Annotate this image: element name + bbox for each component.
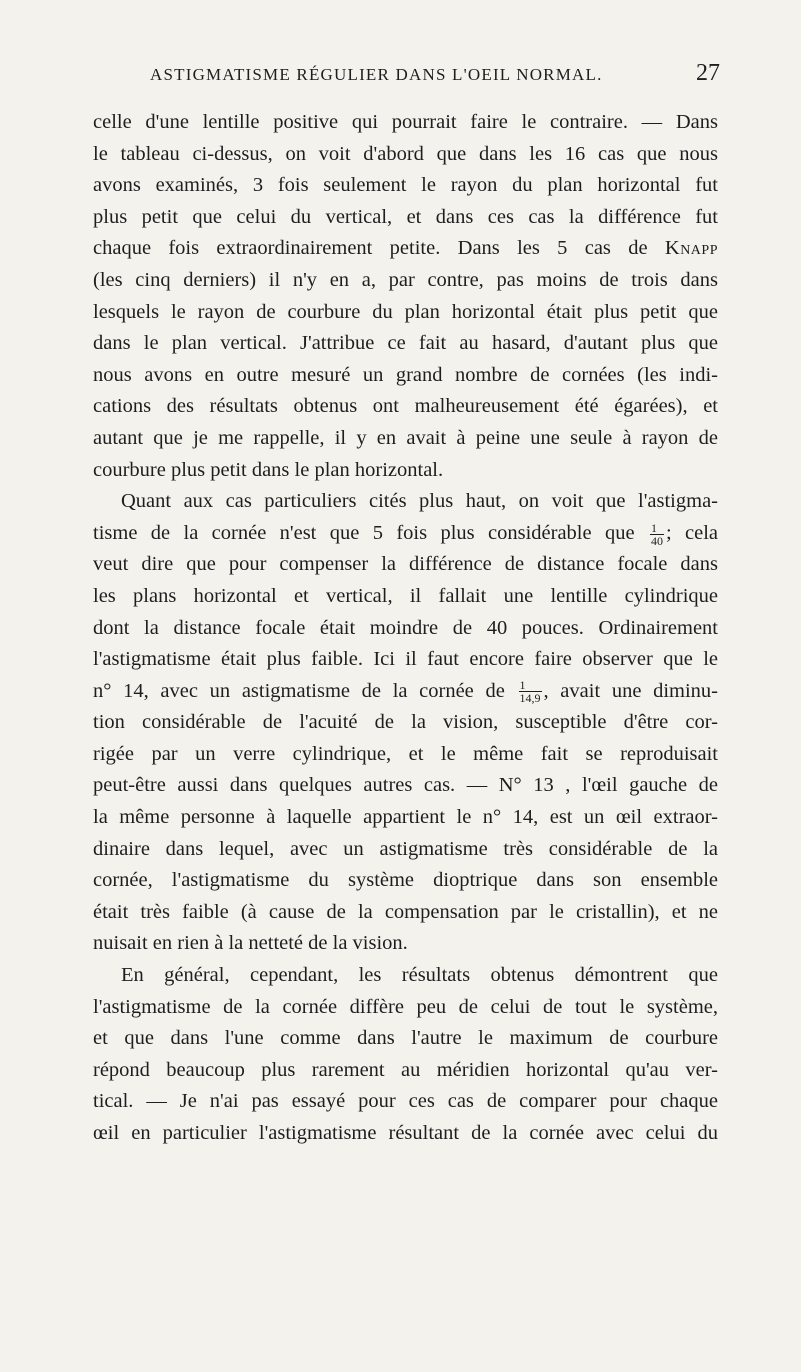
text-line: autant que je me rappelle, il y en avait à peine une seule à rayon de bbox=[93, 426, 718, 449]
text-line: plus petit que celui du vertical, et dans ces cas la différence fut bbox=[93, 205, 718, 228]
text-line: la même personne à laquelle appartient le n° 14, est un œil extraor- bbox=[93, 806, 718, 829]
text-line: lesquels le rayon de courbure du plan horizontal était plus petit que bbox=[93, 300, 718, 323]
text-line: celle d'une lentille positive qui pourrait faire le contraire. — Dans bbox=[93, 111, 718, 133]
text-line: courbure plus petit dans le plan horizontal. bbox=[93, 458, 444, 481]
page-number: 27 bbox=[696, 60, 720, 86]
text-line: le tableau ci-dessus, on voit d'abord que dans les 16 cas que nous bbox=[93, 142, 718, 165]
text-line: répond beaucoup plus rarement au méridien horizontal qu'au ver- bbox=[93, 1058, 718, 1081]
fraction-denominator: 14,9 bbox=[519, 691, 541, 706]
text-line: dont la distance focale était moindre de 40 pouces. Ordinairement bbox=[93, 616, 718, 639]
fraction bbox=[519, 679, 542, 704]
text-line: les plans horizontal et vertical, il fallait une lentille cylindrique bbox=[93, 584, 718, 607]
text-line: et que dans l'une comme dans l'autre le maximum de courbure bbox=[93, 1027, 718, 1050]
page-header bbox=[150, 60, 720, 87]
text-line: était très faible (à cause de la compensation par le cristallin), et ne bbox=[93, 900, 718, 923]
text-line bbox=[93, 233, 718, 265]
text-line bbox=[93, 518, 718, 550]
text-line: cornée, l'astigmatisme du système dioptrique dans son ensemble bbox=[93, 869, 718, 892]
text-segment: tisme de la cornée n'est que 5 fois plus considérable que bbox=[93, 521, 635, 544]
text-line: l'astigmatisme était plus faible. Ici il faut encore faire observer que le bbox=[93, 648, 718, 671]
text-line: cations des résultats obtenus ont malheureusement été égarées), et bbox=[93, 395, 718, 418]
text-line: En général, cependant, les résultats obtenus démontrent que bbox=[121, 964, 718, 987]
text-line: l'astigmatisme de la cornée diffère peu de celui de tout le système, bbox=[93, 995, 718, 1018]
text-line: (les cinq derniers) il n'y en a, par contre, pas moins de trois dans bbox=[93, 268, 718, 291]
text-line: nuisait en rien à la netteté de la vision. bbox=[93, 932, 408, 955]
text-line: peut-être aussi dans quelques autres cas. — N° 13 , l'œil gauche de bbox=[93, 774, 718, 797]
text-line: veut dire que pour compenser la différence de distance focale dans bbox=[93, 553, 718, 576]
running-head: ASTIGMATISME RÉGULIER DANS L'OEIL NORMAL. bbox=[150, 65, 603, 84]
fraction-denominator: 40 bbox=[650, 533, 663, 548]
text-line: rigée par un verre cylindrique, et le même fait se reproduisait bbox=[93, 742, 718, 765]
text-line: nous avons en outre mesuré un grand nombre de cornées (les indi- bbox=[93, 363, 718, 386]
fraction bbox=[650, 522, 664, 547]
text-line: dans le plan vertical. J'attribue ce fait au hasard, d'autant plus que bbox=[93, 332, 718, 355]
text-line: tion considérable de l'acuité de la vision, susceptible d'être cor- bbox=[93, 711, 718, 734]
fraction-numerator: 1 bbox=[650, 522, 664, 535]
text-line: Quant aux cas particuliers cités plus haut, on voit que l'astigma- bbox=[121, 490, 718, 513]
text-segment: , avait une diminu- bbox=[543, 679, 718, 702]
text-line: dinaire dans lequel, avec un astigmatisme très considérable de la bbox=[93, 837, 718, 860]
text-segment: n° 14, avec un astigmatisme de la cornée de bbox=[93, 679, 505, 702]
text-line bbox=[93, 676, 718, 708]
text-line: tical. — Je n'ai pas essayé pour ces cas de comparer pour chaque bbox=[93, 1090, 718, 1113]
fraction-numerator: 1 bbox=[519, 679, 542, 692]
text-line: avons examinés, 3 fois seulement le rayon du plan horizontal fut bbox=[93, 174, 718, 197]
text-line: œil en particulier l'astigmatisme résultant de la cornée avec celui du bbox=[93, 1122, 718, 1144]
text-segment: chaque fois extraordinairement petite. Dans les 5 cas de bbox=[93, 237, 648, 260]
text-segment: ; cela bbox=[665, 521, 718, 544]
author-name: Knapp bbox=[664, 237, 718, 260]
body-text bbox=[93, 107, 718, 1150]
